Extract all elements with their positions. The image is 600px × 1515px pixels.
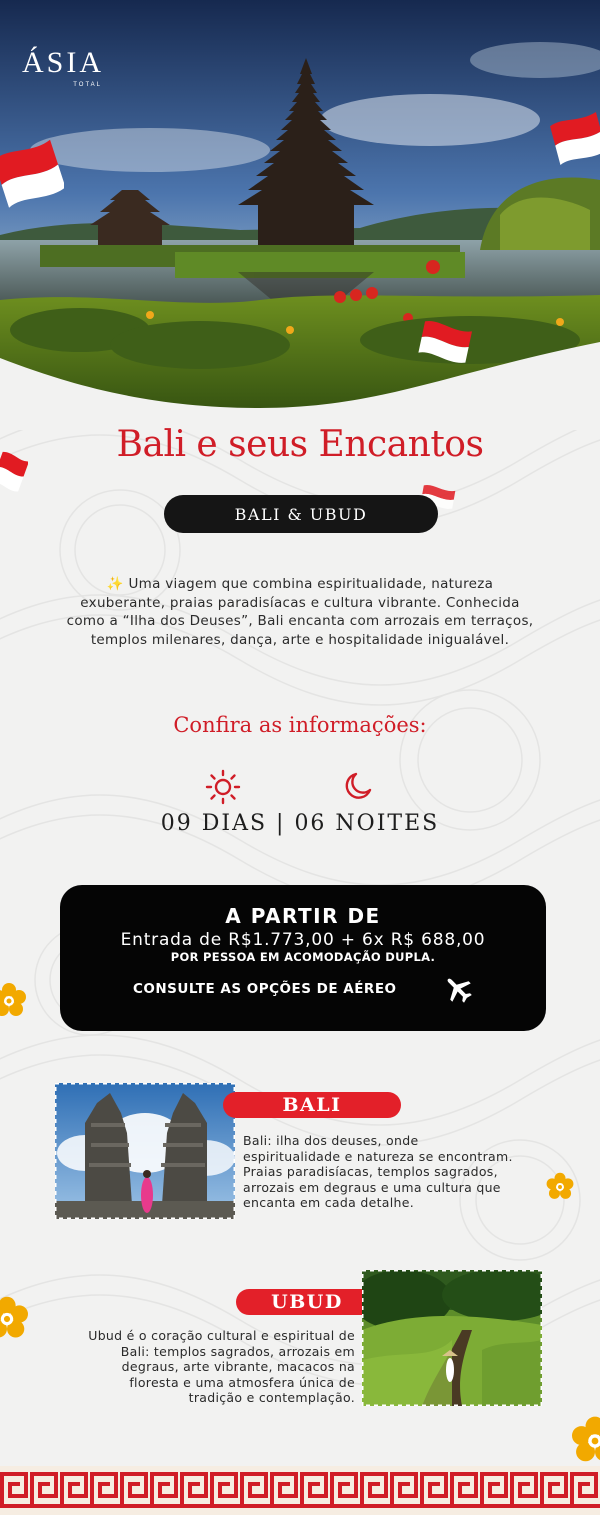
flower-icon [0,982,26,1020]
price-installments: Entrada de R$1.773,00 + 6x R$ 688,00 [120,930,486,950]
bali-photo [55,1083,235,1219]
price-heading: A PARTIR DE [225,904,381,928]
indonesia-flag-icon [548,108,600,168]
info-heading: Confira as informações: [173,713,427,737]
indonesia-flag-icon [0,130,64,208]
brand-logo [22,46,105,88]
destinations-pill: BALI & UBUD [164,495,438,533]
intro-text: ✨ Uma viagem que combina espiritualidade, natureza exuberante, praias paradisíacas e cultura vibrante. Conhecida como a “Ilha dos Deuses”, Bali encanta com arrozais em terraços, templos milenares, dança, arte e hospitalidade inigualável. [66,576,534,648]
flower-icon [545,1172,575,1202]
sun-icon [205,769,241,805]
trip-duration: 09 DIAS | 06 NOITES [160,811,440,836]
flower-icon [572,1412,600,1470]
air-options-link[interactable]: CONSULTE AS OPÇÕES DE AÉREO [133,981,397,997]
bali-description: Bali: ilha dos deuses, onde espiritualidade e natureza se encontram. Praias paradisíacas, templos sagrados, arrozais em degraus e uma cultura que encanta em cada detalhe. [243,1133,513,1210]
price-condition: POR PESSOA EM ACOMODAÇÃO DUPLA. [170,950,436,964]
page-title: Bali e seus Encantos [116,424,484,465]
decorative-border [0,1466,600,1515]
tag-bali: BALI [223,1092,401,1118]
flower-icon [0,1292,28,1346]
ubud-photo [362,1270,542,1406]
moon-icon [342,770,374,802]
tag-ubud: UBUD [236,1289,378,1315]
logo-main-text: ÁSIA [22,46,105,79]
ubud-description: Ubud é o coração cultural e espiritual de Bali: templos sagrados, arrozais em degraus, arte vibrante, macacos na floresta e uma atmosfera única de tradição e contemplação. [88,1328,355,1405]
price-box [60,885,546,1031]
logo-sub-text: TOTAL [73,82,103,88]
airplane-icon [442,973,474,1005]
indonesia-flag-icon [417,318,473,368]
